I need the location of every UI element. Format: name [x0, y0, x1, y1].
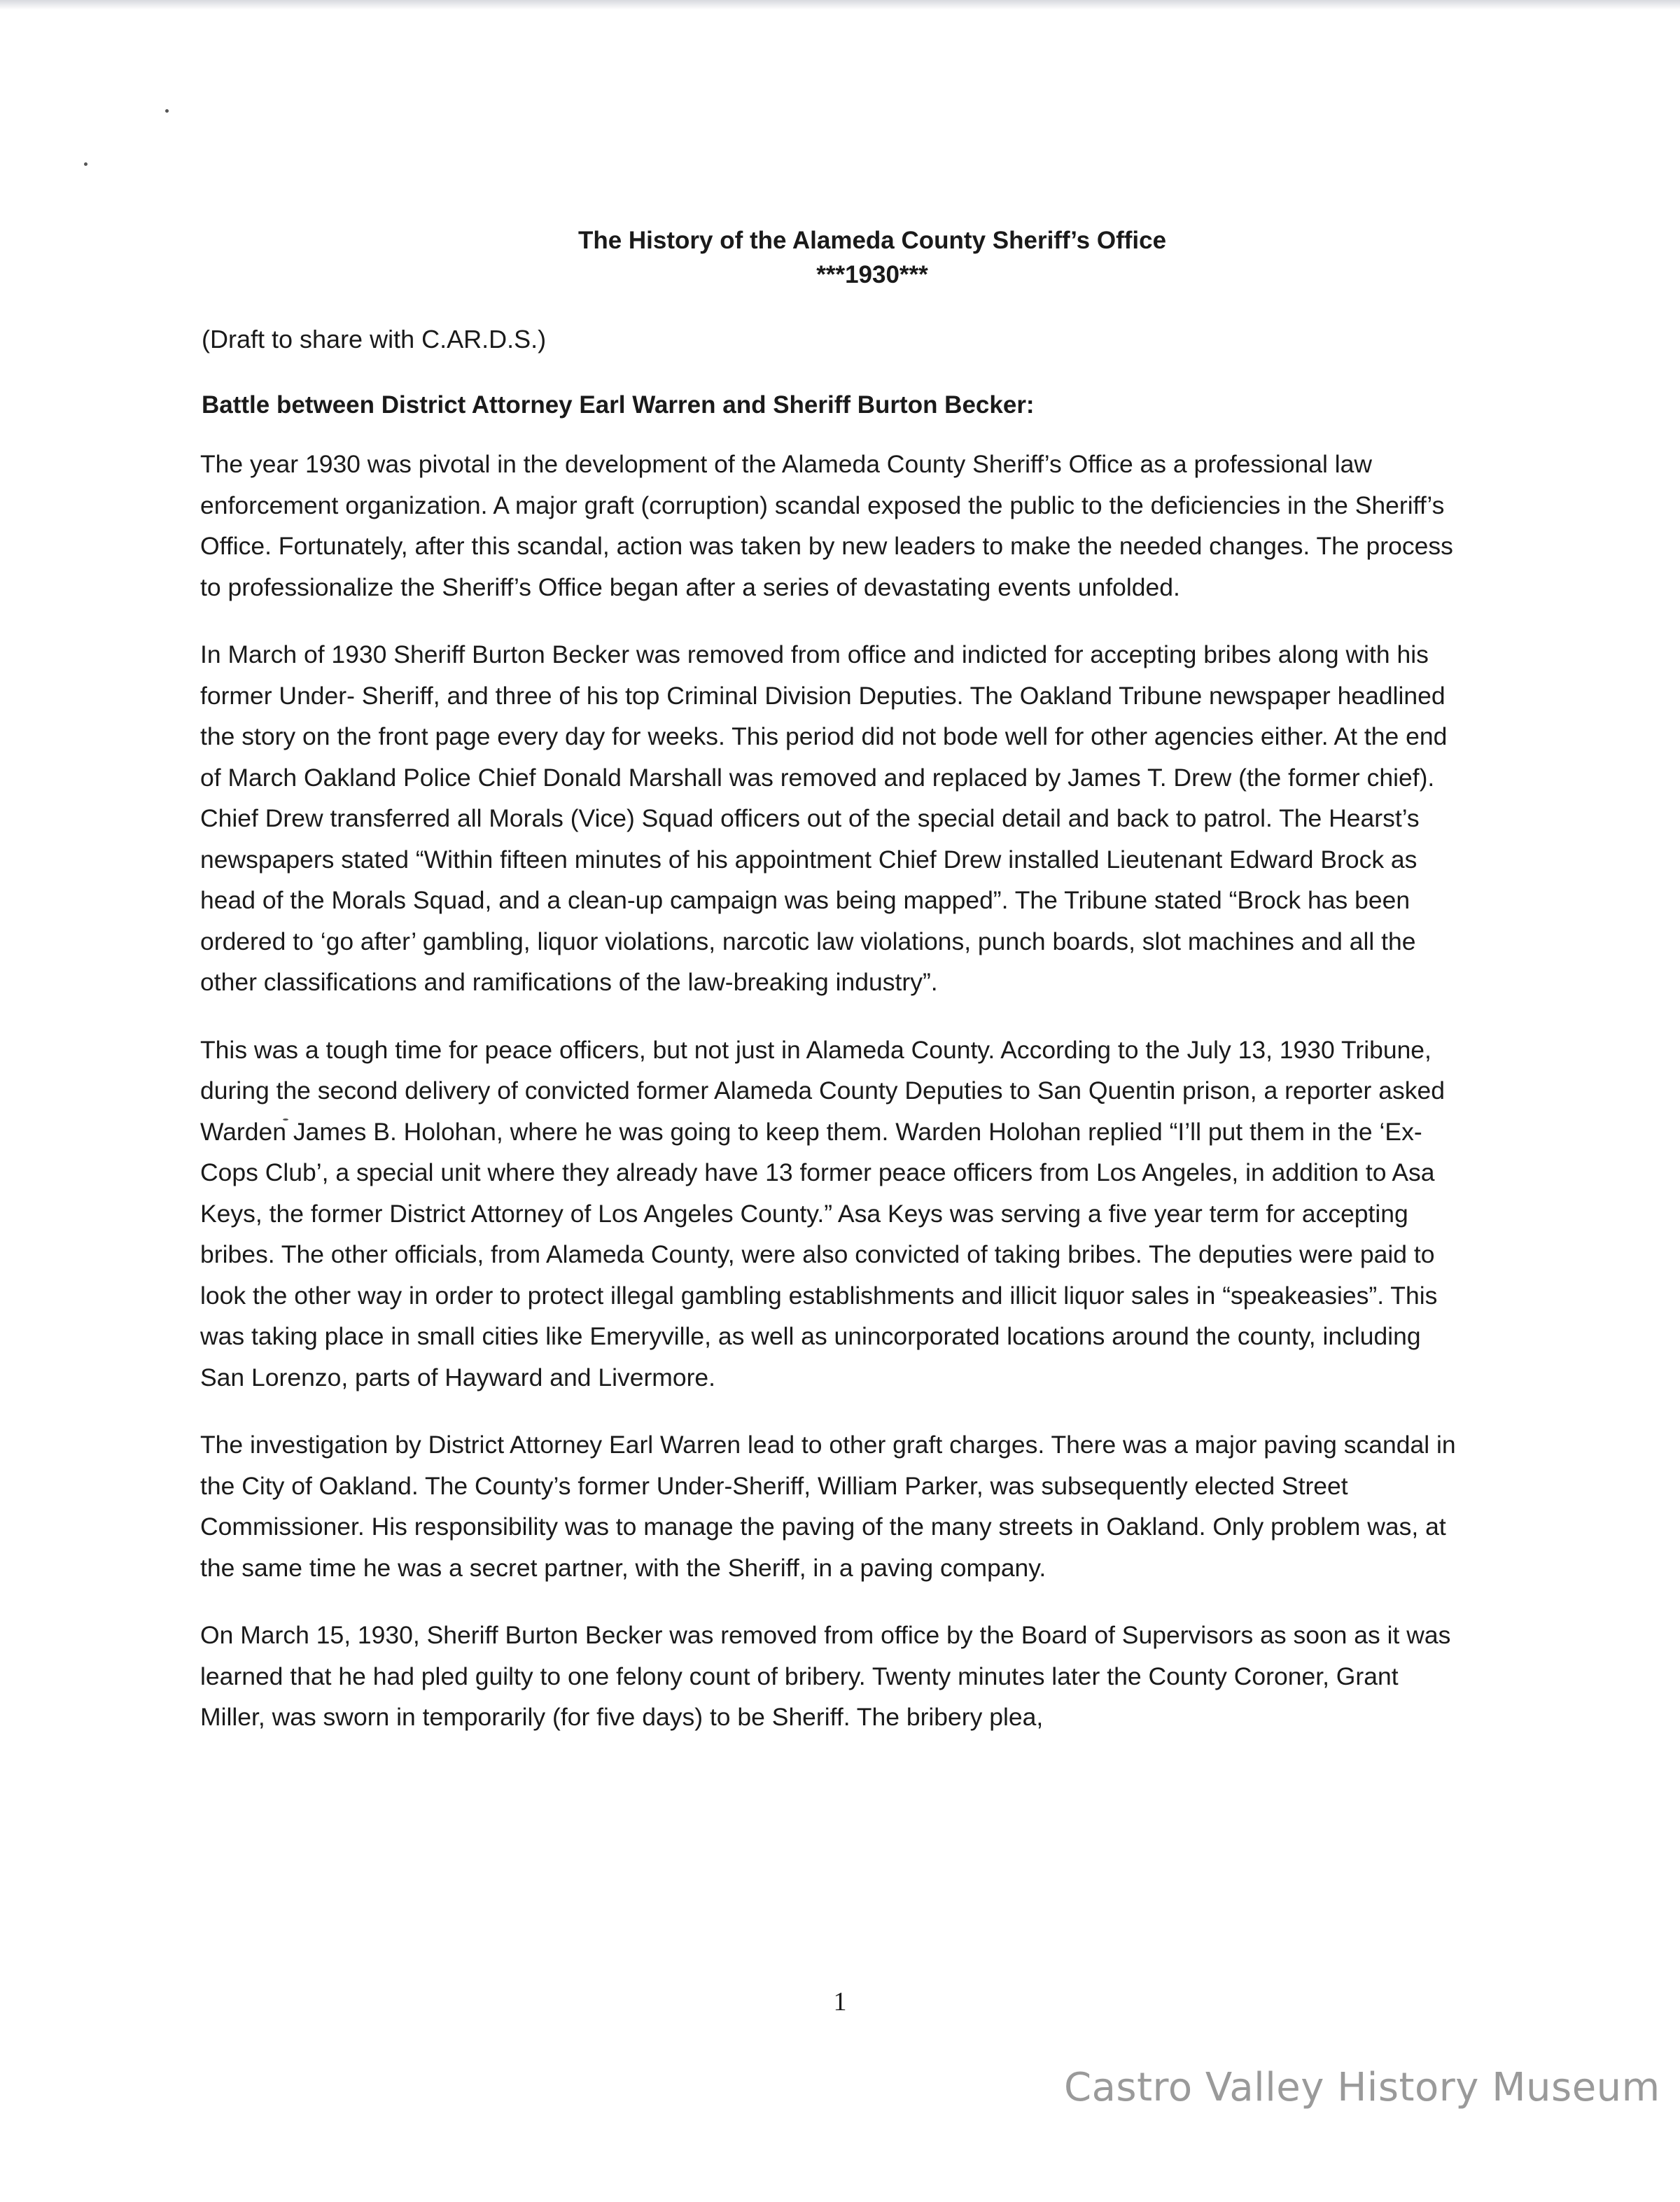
scan-speck [84, 162, 88, 166]
scan-top-edge [0, 0, 1680, 10]
scan-speck [165, 109, 169, 113]
document-subtitle: ***1930*** [816, 261, 928, 288]
draft-note: (Draft to share with C.AR.D.S.) [202, 325, 547, 353]
paragraph: The year 1930 was pivotal in the development of the Alameda County Sheriff’s Office as a professional law enforcement organization. A major graft (corruption) scandal exposed the public to the deficiencies in the Sheriff’s Office. Fortunately, after this scandal, action was taken by new leaders to make the needed changes. The process to professionalize the Sheriff’s Office began after a series of devastating events unfolded. [200, 450, 1453, 601]
paragraph: On March 15, 1930, Sheriff Burton Becker was removed from office by the Board of Supervisors as soon as it was learned that he had pled guilty to one felony count of bribery. Twenty minutes later the County Coroner, Grant Miller, was sworn in temporarily (for five days) to be Sheriff. The bribery plea, [200, 1621, 1451, 1731]
museum-watermark: Castro Valley History Museum [1064, 2065, 1660, 2110]
document-title: The History of the Alameda County Sheriff’s Office [578, 227, 1167, 254]
paragraph: The investigation by District Attorney Earl Warren lead to other graft charges. There was a major paving scandal in the City of Oakland. The County’s former Under-Sheriff, William Parker, was subsequently elected Street Commissioner. His responsibility was to manage the paving of the many streets in Oakland. Only problem was, at the same time he was a secret partner, with the Sheriff, in a paving company. [200, 1431, 1456, 1582]
page-number: 1 [833, 1987, 847, 2017]
paragraph: This was a tough time for peace officers, but not just in Alameda County. According to the July 13, 1930 Tribune, during the second delivery of convicted former Alameda County Deputies to San Quentin prison, a reporter asked Warden James B. Holohan, where he was going to keep them. Warden Holohan replied “I’ll put them in the ‘Ex- Cops Club’, a special unit where they already have 13 former peace officers from Los Angeles, in addition to Asa Keys, the former District Attorney of Los Angeles County.” Asa Keys was serving a five year term for accepting bribes. The other officials, from Alameda County, were also convicted of taking bribes. The deputies were paid to look the other way in order to protect illegal gambling establishments and illicit liquor sales in “speakeasies”. This was taking place in small cities like Emeryville, as well as unincorporated locations around the county, including San Lorenzo, parts of Hayward and Livermore. [200, 1035, 1445, 1391]
paragraph: In March of 1930 Sheriff Burton Becker was removed from office and indicted for accepting bribes along with his former Under- Sheriff, and three of his top Criminal Division Deputies. The Oakland Tribune newspaper headlined the story on the front page every day for weeks. This period did not bode well for other agencies either. At the end of March Oakland Police Chief Donald Marshall was removed and replaced by James T. Drew (the former chief). Chief Drew transferred all Morals (Vice) Squad officers out of the special detail and back to patrol. The Hearst’s newspapers stated “Within fifteen minutes of his appointment Chief Drew installed Lieutenant Edward Brock as head of the Morals Squad, and a clean-up campaign was being mapped”. The Tribune stated “Brock has been ordered to ‘go after’ gambling, liquor violations, narcotic law violations, punch boards, slot machines and all the other classifications and ramifications of the law-breaking industry”. [200, 640, 1448, 996]
section-heading: Battle between District Attorney Earl Warren and Sheriff Burton Becker: [202, 391, 1035, 419]
document-body [186, 223, 1467, 1765]
